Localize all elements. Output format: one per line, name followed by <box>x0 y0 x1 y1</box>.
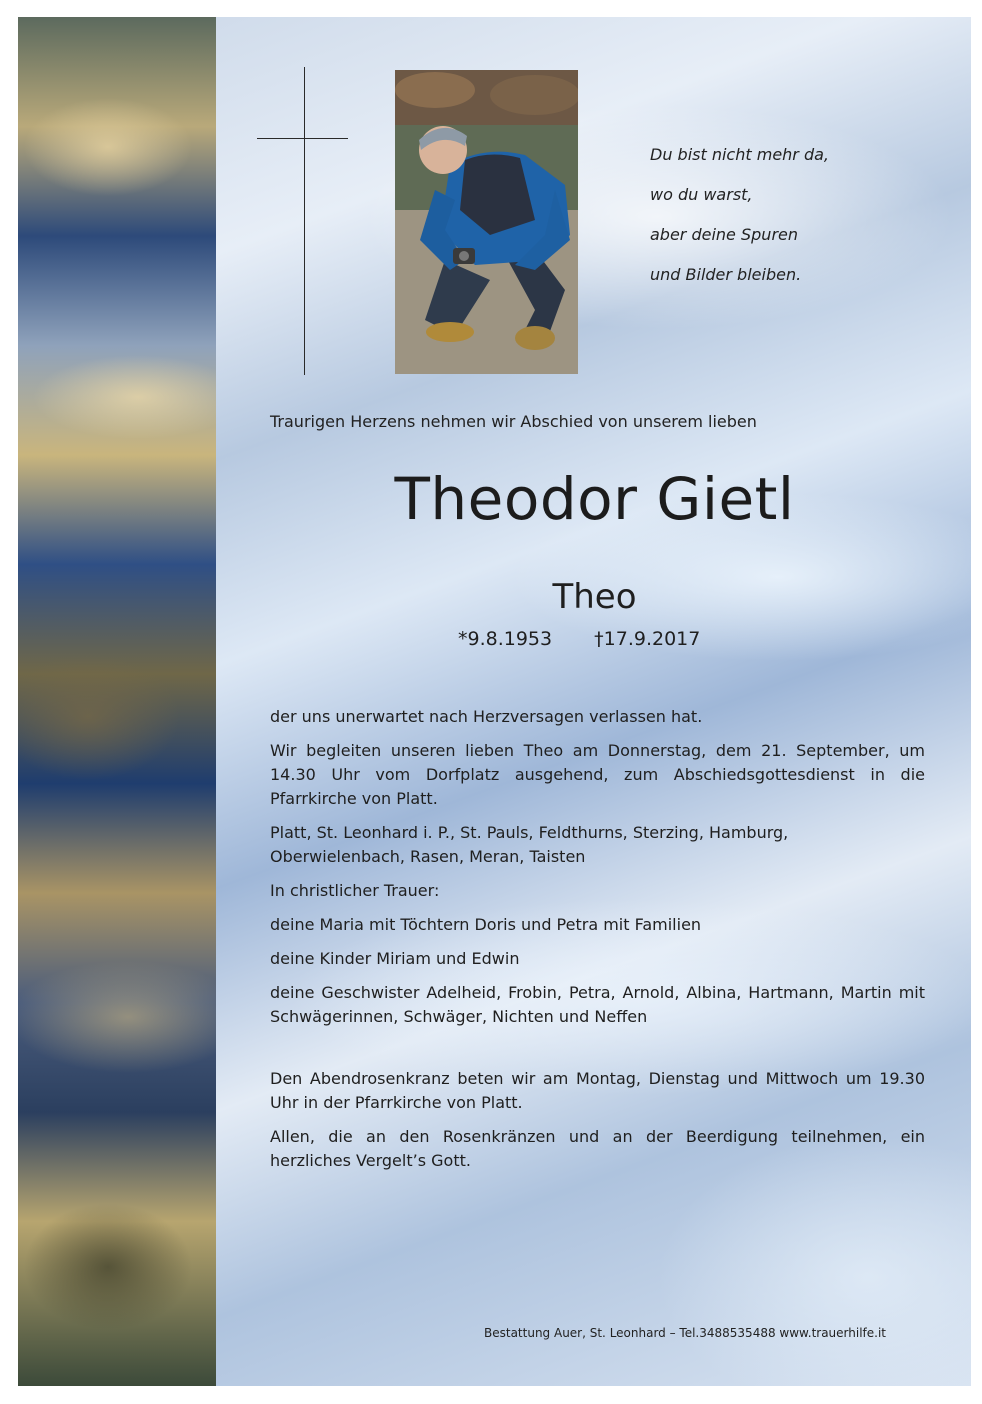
body-paragraph: deine Maria mit Töchtern Doris und Petra mit Familien <box>270 915 702 934</box>
body-paragraph: deine Kinder Miriam und Edwin <box>270 949 520 968</box>
birth-date: *9.8.1953 <box>458 628 553 650</box>
memorial-quote <box>650 135 880 295</box>
deceased-name: Theodor Gietl <box>394 465 795 533</box>
life-dates <box>458 628 758 650</box>
quote-line: aber deine Spuren <box>650 225 798 244</box>
body-paragraph: In christlicher Trauer: <box>270 881 440 900</box>
funeral-home-footer: Bestattung Auer, St. Leonhard – Tel.3488535488 www.trauerhilfe.it <box>484 1326 886 1340</box>
obituary-card <box>18 17 971 1386</box>
body-paragraph: Platt, St. Leonhard i. P., St. Pauls, Feldthurns, Sterzing, Hamburg, Oberwielenbach, Rasen, Meran, Taisten <box>270 823 789 866</box>
cross-icon <box>304 67 305 375</box>
body-paragraph: Allen, die an den Rosenkränzen und an der Beerdigung teilnehmen, ein herzliches Vergelt’s Gott. <box>270 1127 925 1170</box>
obituary-body <box>270 705 925 1183</box>
body-paragraph: der uns unerwartet nach Herzversagen verlassen hat. <box>270 707 703 726</box>
death-date: †17.9.2017 <box>594 628 701 650</box>
deceased-nickname: Theo <box>552 577 637 617</box>
body-paragraph: Wir begleiten unseren lieben Theo am Donnerstag, dem 21. September, um 14.30 Uhr vom Dorfplatz ausgehend, zum Abschiedsgottesdienst in die Pfarrkirche von Platt. <box>270 741 925 808</box>
intro-text: Traurigen Herzens nehmen wir Abschied von unserem lieben <box>270 412 757 431</box>
quote-line: wo du warst, <box>650 185 753 204</box>
portrait-photo <box>395 70 578 374</box>
body-paragraph: deine Geschwister Adelheid, Frobin, Petra, Arnold, Albina, Hartmann, Martin mit Schwägerinnen, Schwäger, Nichten und Neffen <box>270 983 925 1026</box>
cross-icon-bar <box>257 138 348 139</box>
body-paragraph: Den Abendrosenkranz beten wir am Montag, Dienstag und Mittwoch um 19.30 Uhr in der Pfarrkirche von Platt. <box>270 1069 925 1112</box>
quote-line: und Bilder bleiben. <box>650 265 802 284</box>
quote-line: Du bist nicht mehr da, <box>650 145 830 164</box>
water-image-strip <box>18 17 216 1386</box>
